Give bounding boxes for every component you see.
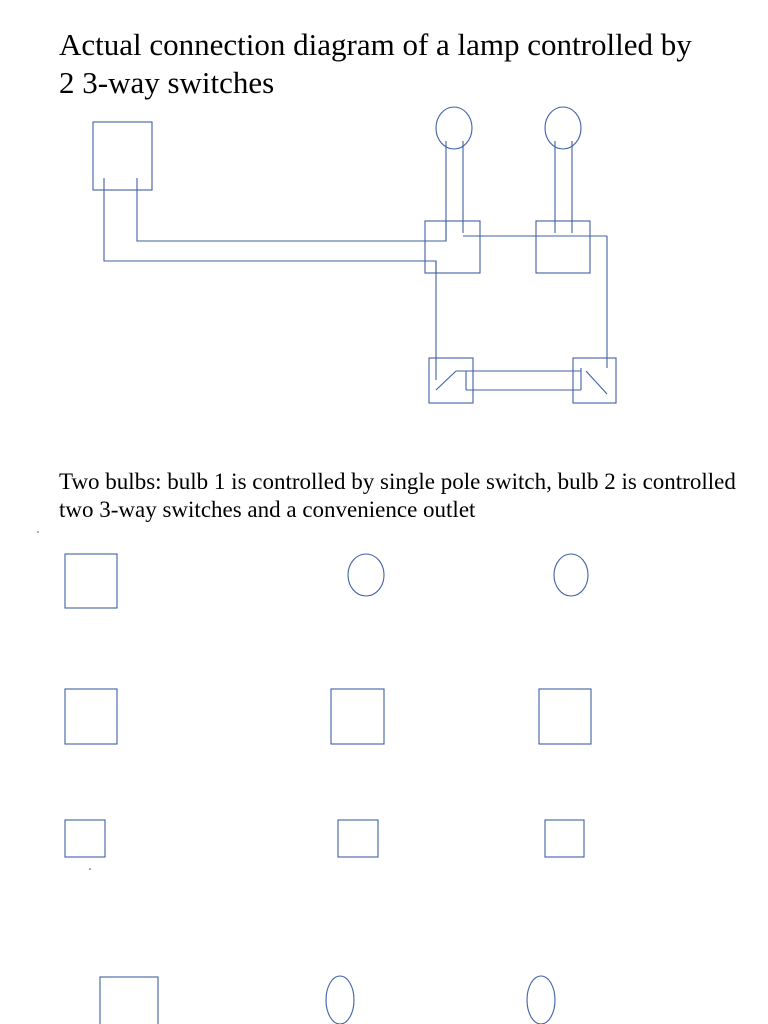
symbol-square-r1-c1 [65,554,117,608]
symbol-oval-r4-c2 [326,976,354,1024]
source-box [93,122,152,190]
symbol-oval-r4-c3 [527,976,555,1024]
diagram-caption: Two bulbs: bulb 1 is controlled by single pole switch, bulb 2 is controlled two 3-way switches and a convenience outlet [59,469,736,522]
wire-source-lower [104,178,436,273]
symbol-circle-r1-c3 [554,554,588,596]
lamp-1 [436,107,472,149]
symbol-square-r2-c3 [539,689,591,744]
switch-blade-1 [436,371,456,390]
symbol-circle-r1-c2 [348,554,384,596]
junction-box-1 [425,221,480,273]
junction-box-2 [536,221,590,273]
speck-1 [37,531,39,533]
symbol-square-r4-c1 [100,977,158,1024]
symbol-square-r2-c1 [65,689,117,744]
symbol-square-r2-c2 [331,689,384,744]
symbol-small-square-r3-c3 [545,820,584,857]
diagram-title: Actual connection diagram of a lamp controlled by 2 3-way switches [59,27,692,100]
symbol-small-square-r3-c2 [338,820,378,857]
lamp-2 [545,107,581,149]
wire-source-upper [137,178,446,241]
symbol-small-square-r3-c1 [65,820,105,857]
switch-blade-2 [586,371,607,394]
speck-2 [89,868,91,870]
